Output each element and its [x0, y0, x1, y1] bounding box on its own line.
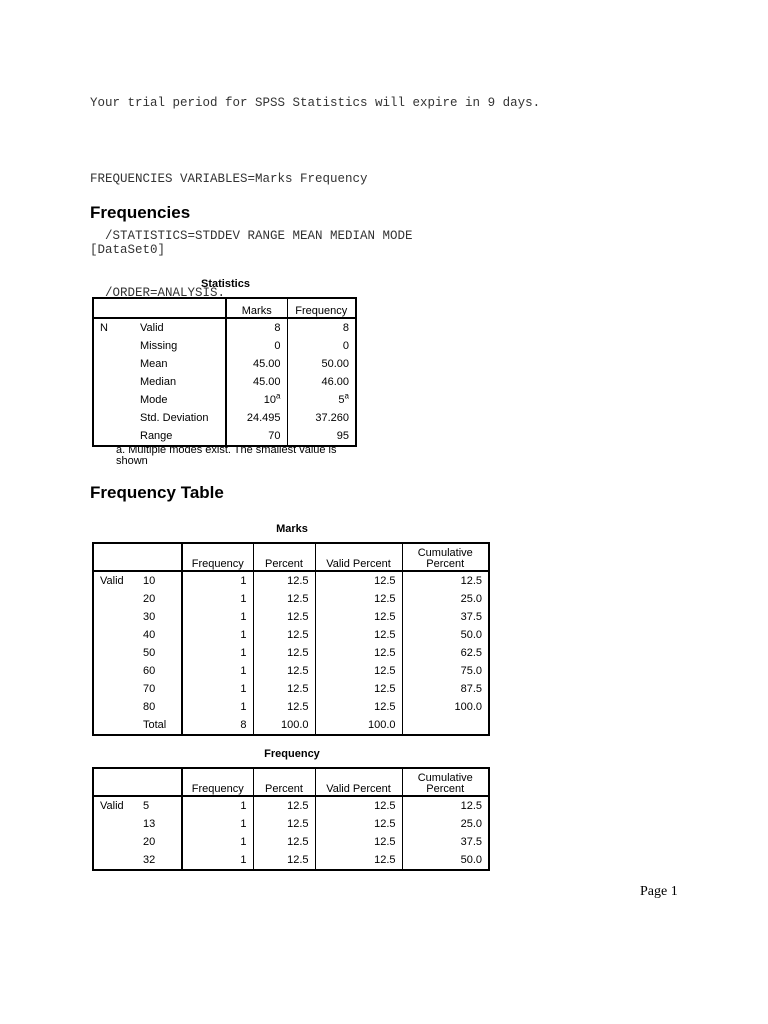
- cell: 1: [182, 680, 253, 698]
- cell: 12.5: [253, 644, 315, 662]
- frequency-table-heading: Frequency Table: [90, 483, 224, 502]
- cell: 1: [182, 662, 253, 680]
- table-row: [93, 851, 489, 870]
- row-label: 40: [143, 628, 156, 641]
- statistics-footnote: a. Multiple modes exist. The smallest value is shown: [116, 444, 337, 467]
- table-row: [93, 833, 489, 851]
- cell: 1: [182, 851, 253, 870]
- row-label: 60: [143, 664, 156, 677]
- table-row: [93, 571, 489, 590]
- column-header: Percent: [253, 543, 315, 571]
- statistics-title: Statistics: [201, 278, 250, 290]
- cell: 12.5: [253, 662, 315, 680]
- table-row: [93, 391, 356, 409]
- row-label: 20: [143, 592, 156, 605]
- cell: 12.5: [315, 590, 402, 608]
- row-label: Range: [140, 429, 173, 442]
- syntax-line: FREQUENCIES VARIABLES=Marks Frequency: [90, 172, 368, 186]
- cell: 1: [182, 644, 253, 662]
- cell: 8: [226, 318, 287, 337]
- table-row: [93, 409, 356, 427]
- table-row: [93, 716, 489, 735]
- cell: 37.260: [287, 409, 356, 427]
- cell: 100.0: [253, 716, 315, 735]
- table-row: [93, 626, 489, 644]
- dataset-label: [DataSet0]: [90, 243, 166, 257]
- column-header: Percent: [253, 768, 315, 796]
- row-label: 13: [143, 817, 156, 830]
- cell: 12.5: [315, 833, 402, 851]
- cell: 87.5: [402, 680, 489, 698]
- cell: 12.5: [253, 680, 315, 698]
- cell: 45.00: [226, 373, 287, 391]
- row-label: 10: [143, 574, 156, 587]
- group-label: N: [100, 321, 108, 334]
- footnote-marker: a: [344, 390, 349, 400]
- cell: 12.5: [253, 571, 315, 590]
- table-row: [93, 644, 489, 662]
- cell: 12.5: [315, 608, 402, 626]
- cell: 12.5: [253, 626, 315, 644]
- cell: 70: [226, 427, 287, 446]
- column-header: Frequency: [182, 543, 253, 571]
- syntax-line: /ORDER=ANALYSIS.: [90, 286, 226, 300]
- table-row: [93, 662, 489, 680]
- trial-notice: Your trial period for SPSS Statistics will expire in 9 days.: [90, 96, 541, 110]
- page-number: Page 1: [640, 884, 678, 899]
- cell: 12.5: [253, 851, 315, 870]
- row-label: 50: [143, 646, 156, 659]
- cell: 8: [182, 716, 253, 735]
- frequencies-heading: Frequencies: [90, 203, 191, 222]
- table-row: [93, 318, 356, 337]
- cell: 25.0: [402, 590, 489, 608]
- column-header: Frequency: [287, 298, 356, 318]
- cell: 8: [287, 318, 356, 337]
- cell: 95: [287, 427, 356, 446]
- cell: 0: [287, 337, 356, 355]
- cell: 50.0: [402, 626, 489, 644]
- cell: 12.5: [402, 571, 489, 590]
- column-header: Cumulative Percent: [402, 543, 489, 571]
- cell: 12.5: [253, 815, 315, 833]
- table-header-row: [93, 298, 356, 318]
- cell: 12.5: [315, 626, 402, 644]
- cell: 12.5: [315, 662, 402, 680]
- row-label: Mode: [140, 393, 168, 406]
- table-row: [93, 337, 356, 355]
- cell: 100.0: [315, 716, 402, 735]
- row-label: Valid: [140, 321, 164, 334]
- row-label: 80: [143, 700, 156, 713]
- cell: 1: [182, 626, 253, 644]
- cell: 45.00: [226, 355, 287, 373]
- table-row: [93, 796, 489, 815]
- row-label: 5: [143, 799, 150, 812]
- cell: 75.0: [402, 662, 489, 680]
- cell: 12.5: [253, 590, 315, 608]
- cell: 12.5: [253, 698, 315, 716]
- cell: 12.5: [402, 796, 489, 815]
- cell: 12.5: [253, 833, 315, 851]
- column-header: Cumulative Percent: [402, 768, 489, 796]
- cell: 24.495: [226, 409, 287, 427]
- footnote-marker: a: [276, 390, 281, 400]
- table-row: [93, 355, 356, 373]
- cell: 50.00: [287, 355, 356, 373]
- table-row: [93, 698, 489, 716]
- table-row: [93, 373, 356, 391]
- column-header: Frequency: [182, 768, 253, 796]
- group-label: Valid: [100, 574, 124, 587]
- row-label: Median: [140, 375, 177, 388]
- cell: 12.5: [315, 571, 402, 590]
- cell: 1: [182, 608, 253, 626]
- cell: 62.5: [402, 644, 489, 662]
- frequency-table: [92, 767, 490, 871]
- cell: 1: [182, 815, 253, 833]
- table-row: [93, 680, 489, 698]
- table-row: [93, 590, 489, 608]
- row-label: 30: [143, 610, 156, 623]
- cell: 12.5: [253, 608, 315, 626]
- frequency-table-title: Frequency: [264, 748, 320, 760]
- syntax-line: /STATISTICS=STDDEV RANGE MEAN MEDIAN MODE: [90, 229, 413, 243]
- row-label: 32: [143, 853, 156, 866]
- syntax-block: [90, 132, 413, 322]
- cell: 12.5: [315, 851, 402, 870]
- row-label: Std. Deviation: [140, 411, 209, 424]
- cell: 1: [182, 698, 253, 716]
- cell: 37.5: [402, 608, 489, 626]
- cell: 25.0: [402, 815, 489, 833]
- column-header: Valid Percent: [315, 543, 402, 571]
- marks-table-title: Marks: [276, 523, 308, 535]
- cell: 12.5: [315, 680, 402, 698]
- cell: 12.5: [315, 796, 402, 815]
- row-label: Missing: [140, 339, 178, 352]
- table-row: [93, 608, 489, 626]
- cell: 12.5: [253, 796, 315, 815]
- cell: 12.5: [315, 698, 402, 716]
- row-label: Total: [143, 718, 167, 731]
- row-label: Mean: [140, 357, 168, 370]
- cell: 12.5: [315, 644, 402, 662]
- cell: 12.5: [315, 815, 402, 833]
- row-label: 20: [143, 835, 156, 848]
- cell: 10$^a$: [226, 391, 287, 409]
- table-header-row: [93, 768, 489, 796]
- marks-table: [92, 542, 490, 736]
- statistics-table: [92, 297, 357, 447]
- cell: 0: [226, 337, 287, 355]
- column-header: Marks: [226, 298, 287, 318]
- cell: 1: [182, 833, 253, 851]
- cell: 5$^a$: [287, 391, 356, 409]
- cell: 46.00: [287, 373, 356, 391]
- cell: 100.0: [402, 698, 489, 716]
- table-row: [93, 815, 489, 833]
- row-label: 70: [143, 682, 156, 695]
- cell: 1: [182, 590, 253, 608]
- group-label: Valid: [100, 799, 124, 812]
- cell: 37.5: [402, 833, 489, 851]
- cell: 1: [182, 571, 253, 590]
- cell: 50.0: [402, 851, 489, 870]
- cell: 1: [182, 796, 253, 815]
- cell: [402, 716, 489, 735]
- column-header: Valid Percent: [315, 768, 402, 796]
- table-header-row: [93, 543, 489, 571]
